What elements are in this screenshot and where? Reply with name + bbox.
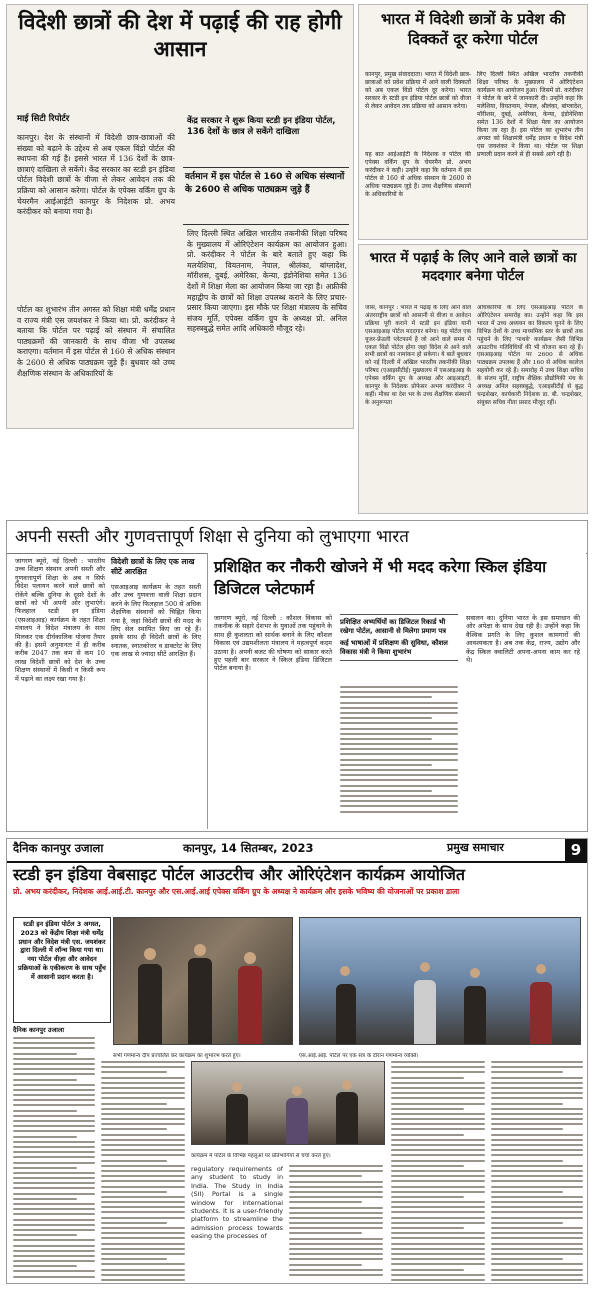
clip1-subhead2-box <box>183 167 349 225</box>
masthead-section: प्रमुख समाचार <box>447 841 504 854</box>
clip6-col1-text <box>13 1037 95 1281</box>
clip1-subhead2: वर्तमान में इस पोर्टल से 160 से अधिक संस्थानों के 2600 से अधिक पाठ्यक्रम जुड़े हैं <box>185 172 345 195</box>
clip6-col5-text <box>391 1061 485 1281</box>
clip6-col2-text <box>101 1061 185 1281</box>
clip4-headline: अपनी सस्ती और गुणवत्तापूर्ण शिक्षा से दुनिया को लुभाएगा भारत <box>7 521 587 554</box>
clip6-col4-text <box>289 1165 383 1281</box>
clip6-byline: दैनिक कानपुर उजाला <box>13 1026 65 1034</box>
clip4-col1: जागरण ब्यूरो, नई दिल्ली : भारतीय उच्च शिक्षण संस्थान अपनी सस्ती और गुणवत्तापूर्ण शिक्षा के अब न सिर्फ विदेश पलायन करने वाले छात्रों को रोकेंगे बल्कि दुनिया के दूसरे देशों के छात्रों को भी अपनी ओर लुभाएंगे। फिलहाल स्टडी इन इंडिया (एसआइआइ) कार्यक्रम के तहत शिक्षा मंत्रालय ने विदेश मंत्रालय के साथ मिलकर एक दीर्घकालिक योजना तैयार की है। इसमें अनुमानतः में ही करीब करीब 2047 तक कम से कम 10 लाख विदेशी छात्रों को देश के उच्च शिक्षण संस्थानों में किसी न किसी रूप में पढ़ाने का लक्ष्य रखा गया है। <box>15 557 105 683</box>
clip1-byline: माई सिटी रिपोर्टर <box>17 114 70 124</box>
clipping-5 <box>208 552 586 830</box>
masthead-paper-name: दैनिक कानपुर उजाला <box>13 841 104 855</box>
clip4-col2: एसआइआइ कार्यक्रम के तहत सस्ती और उच्च गुणवत्ता वाली शिक्षा प्रदान करने के लिए फिलहाल 500 से अधिक शैक्षणिक संस्थानों को चिह्नित किया गया है, जहां विदेशी छात्रों की मदद के लिए सेल स्थापित किए जा रहे हैं। इसके साथ ही विदेशी छात्रों के लिए स्नातक, स्नातकोत्तर व डाक्टरेट के लिए एक लाख से ज्यादा सीटें आरक्षित हैं। <box>111 583 201 659</box>
clipping-2 <box>358 4 588 240</box>
clip4-sub: विदेशी छात्रों के लिए एक लाख सीटें आरक्षित <box>111 557 195 576</box>
clip1-para2: पोर्टल का शुभारंभ तीन अगस्त को शिक्षा मंत्री धर्मेंद्र प्रधान व राज्य मंत्री एस जयशंकर ने किया था। प्रो. करंदीकर ने बताया कि पोर्टल पर पढ़ाई को संस्थान में संचालित पाठ्यक्रमों की जानकारी के साथ वीजा भी उपलब्ध कराएगा। वर्तमान में इस पोर्टल से 160 से अधिक संस्थान के 2600 से अधिक पाठ्यक्रम जुड़े हैं। बुधवार को उच्च शैक्षणिक संस्थान के अधिकारियों के <box>17 305 175 378</box>
clip1-para1: कानपुर। देश के संस्थानों में विदेशी छात्र-छात्राओं की संख्या को बढ़ाने के उद्देश्य से अब एकल विंडो पोर्टल की स्थापना की गई है। इससे भारत में 136 देशों के छात्र-छात्राएं दाखिला ले सकेंगे। केंद्र सरकार का स्टडी इन इंडिया पोर्टल विदेशी छात्रों के वीजा से लेकर आवेदन तक की प्रक्रिया को आसान करेगा। पोर्टल के एपेक्स वर्किंग ग्रुप के चेयरमैन आईआईटी कानपुर के निदेशक प्रो. अभय करंदीकर को बनाया गया है। <box>17 133 175 217</box>
photo-audience <box>191 1061 385 1145</box>
photo-stage-session <box>299 917 581 1045</box>
clip1-headline: विदेशी छात्रों की देश में पढ़ाई की राह होगी आसान <box>18 10 342 61</box>
clip5-bullet2: कई भाषाओं में प्रशिक्षण की सुविधा, कौशल विकास मंत्री ने किया शुभारंभ <box>340 639 448 656</box>
clipping-1 <box>6 4 354 429</box>
clipping-3 <box>358 244 588 514</box>
masthead-bar <box>7 839 587 863</box>
clip3-para2: अधिकारियों के लिए एसआइआइ पोर्टल के ओरिएंटेशन समारोह का। उन्होंने कहा कि इस भारत में उच्च अध्ययन का विकल्प चुनने के लिए विभिन्न देशों के उच्च माध्यमिक स्तर के छात्रों तक पहुंचने के लिए 'पाथवे' कार्यक्रम जैसी विभिन्न आउटरीच गतिविधियों की भी योजना बना रहे हैं। एसआइआइ पोर्टल पर 2600 से अधिक पाठ्यक्रम उपलब्ध हैं और 160 से अधिक कालेज सहयोगी कर रहे हैं। समारोह में उच्च शिक्षा सचिव के संजय मूर्ति, राष्ट्रीय शैक्षिक प्रौद्योगिकी मंच के अध्यक्ष अनिल सहस्त्रबुद्धे, एआइसीटीई से बुद्ध चन्द्रशेखर, कार्यकारी निदेशक डा. बी. चन्द्रशेखर, संयुक्त सचिव नीता प्रसाद मौजूद रहीं। <box>477 305 583 406</box>
clip2-para2: यह बात आईआईटी के निदेशक व पोर्टल की एपेक्स वर्किंग ग्रुप के चेयरमैन प्रो. अभय करंदीकर ने कही। उन्होंने कहा कि वर्तमान में इस पोर्टल से 160 से अधिक संस्थान के 2600 से अधिक पाठ्यक्रम जुड़े हैं। उच्च शैक्षणिक संस्थानों के अधिकारियों के <box>365 151 471 198</box>
clip6-box-text: स्टडी इन इंडिया पोर्टल 3 अगस्त, 2023 को केंद्रीय शिक्षा मंत्री धर्मेंद्र प्रधान और विदेश मंत्री एस. जयशंकर द्वारा दिल्ली में लॉन्च किया गया था। नया पोर्टल वीज़ा और आवेदन प्रक्रियाओं के एकीकरण के साथ पहुँच में आसानी प्रदान करता है। <box>18 920 106 981</box>
masthead-page-number: 9 <box>565 839 587 861</box>
clip5-text-lines <box>340 686 458 822</box>
clip3-para1: जासं, कानपुर : भारत में पढ़ाई के लिए आने वाले अंतरराष्ट्रीय छात्रों को आसानी से वीजा व आवेदन प्रक्रिया पूरी कराने में स्टडी इन इंडिया यानी एसआइआइ पोर्टल मददगार बनेगा। यह पोर्टल एक यूजर-फ्रेंडली प्लेटफार्म है जो आने वाले समय में एकल विंडो पोर्टल होगा जहां विदेश से आने वाले सभी छात्रों का नामांकन हो सकेगा। ये बातें बुधवार को नई दिल्ली में अखिल भारतीय तकनीकी शिक्षा परिषद (एआइसीटीई) मुख्यालय में एसआइआइ के एपेक्स वर्किंग ग्रुप के अध्यक्ष और आइआइटी, कानपुर के निदेशक प्रोफेसर अभय करंदीकर ने कहीं। मौका था देश भर के उच्च शैक्षणिक संस्थानों के अनुरूपता <box>365 305 471 406</box>
clip6-english-column: regulatory requirements of any student to study in India. The Study in India (SII) Portal is a single window for international students. It is a user-friendly platform to streamline the admission process towards easing the processes of <box>191 1165 283 1241</box>
clip5-col3: सवालन का। दुनिया भारत के इस समाधान की ओर अपेक्षा के साथ देख रही है। उन्होंने कहा कि वैश्विक प्रगति के लिए कुशल कामगारों की आवश्यकता है। अब तक केंद्र, राज्य, उद्योग और केंद्र स्किल क्वालिटी अपना-अपना काम कर रहे थे। <box>466 614 580 665</box>
photo-lamp-lighting <box>113 917 293 1045</box>
clip1-para3: लिए दिल्ली स्थित अखिल भारतीय तकनीकी शिक्षा परिषद के मुख्यालय में ओरिएंटेशन कार्यक्रम का आयोजन हुआ। प्रो. करंदीकर ने पोर्टल के बारे बताते हुए कहा कि मलयेशिया, वियतनाम, नेपाल, श्रीलंका, बांग्लादेश, मॉरीशस, दुबई, अमेरिका, केन्या, इंडोनेशिया समेत 136 देशों में शिक्षा मेला का आयोजन किया जा रहा है। अफ्रीकी महाद्वीप के छात्रों को शिक्षा उपलब्ध कराने के लिए प्रचार-प्रसार किया जाएगा। इस मौके पर शिक्षा मंत्रालय के सचिव संजय मूर्ति, एपेक्स वर्किंग ग्रुप के अध्यक्ष प्रो. अनिल सहस्त्रबुद्धे समेत आदि अधिकारी मौजूद रहे। <box>187 229 347 334</box>
clip6-col6-text <box>491 1061 583 1281</box>
clip5-col1: जागरण ब्यूरो, नई दिल्ली : कौशल विकास को तकनीक के सहारे देशभर के युवाओं तक पहुंचाने के साथ ही कुशलता को सार्थक बनाने के लिए कौशल विकास एवं उद्यमशीलता मंत्रालय ने महत्वपूर्ण कदम उठाया है। अपनी बजट की घोषणा को साकार करते हुए पहली बार सरकार ने स्किल इंडिया डिजिटल पोर्टल बनाया है। <box>214 614 332 673</box>
caption-lamp-lighting: सभी गणमान्य दीप प्रज्वलित कर कार्यक्रम का शुभारंभ करते हुए। <box>113 1052 241 1059</box>
clipping-6 <box>6 838 588 1284</box>
clip5-bullets <box>340 614 458 661</box>
clip3-headline: भारत में पढ़ाई के लिए आने वाले छात्रों का मददगार बनेगा पोर्टल <box>369 250 577 284</box>
clip2-para1: कानपुर, प्रमुख संवाददाता। भारत में विदेशी छात्र-छात्राओं को प्रवेश प्रक्रिया में आने वाली दिक्कतों को अब एकल विंडो पोर्टल दूर करेगा। भारत सरकार के स्टडी इन इंडिया पोर्टल छात्रों को वीजा से लेकर आवेदन तक प्रक्रिया को आसान करेगा। <box>365 71 471 110</box>
clip6-info-box <box>13 917 111 1023</box>
clip2-para3: लिए दिल्ली स्थित अखिल भारतीय तकनीकी शिक्षा परिषद के मुख्यालय में ओरिएंटेशन कार्यक्रम का आयोजन हुआ। जिसमें प्रो. करंदीकर ने पोर्टल के बारे में जानकारी दी। उन्होंने कहा कि मलेशिया, वियतनाम, नेपाल, श्रीलंका, बांग्लादेश, मॉरीशस, दुबई, अमेरिका, केन्या, इंडोनेशिया समेत 136 देशों में शिक्षा मेला का आयोजन किया जा रहा है। इस पोर्टल का शुभारंभ तीन अगस्त को शिक्षामंत्री धर्मेंद्र प्रधान व विदेश मंत्री एस जयशंकर ने किया था। पोर्टल पर शिक्षा प्रणाली प्रदान करने से ही सबसे आगे रही है। <box>477 71 583 158</box>
clip6-subhead: प्रो. अभय करंदीकर, निदेशक आई.आई.टी. कानपुर और एस.आई.आई एपेक्स वर्किंग ग्रुप के अध्यक्ष ने कार्यक्रम और इसके भविष्य की योजनाओं पर प्रकाश डाला <box>13 887 460 896</box>
clip2-headline: भारत में विदेशी छात्रों के प्रवेश की दिक्कतें दूर करेगा पोर्टल <box>380 10 566 48</box>
clip1-subhead1: केंद्र सरकार ने शुरू किया स्टडी इन इंडिया पोर्टल, 136 देशों के छात्र ले सकेंगे दाखिला <box>187 115 336 136</box>
clip5-bullet1: प्रशिक्षित अभ्यर्थियों का डिजिटल रिकार्ड भी रखेगा पोर्टल, आसानी से मिलेगा प्रमाण पत्र <box>340 618 447 635</box>
caption-stage-session: एस.आई.आई. पोर्टल पर एक सत्र के दौरान गणमान्य व्यक्ति। <box>299 1052 419 1059</box>
caption-audience: कार्यक्रम में पोर्टल के विभिन्न पहलुओं पर प्रतिभागियों से चर्चा करते हुए। <box>191 1152 331 1159</box>
clip5-headline: प्रशिक्षित कर नौकरी खोजने में भी मदद करेगा स्किल इंडिया डिजिटल प्लेटफार्म <box>214 558 547 598</box>
masthead-dateline: कानपुर, 14 सितम्बर, 2023 <box>183 841 314 855</box>
clip6-headline: स्टडी इन इंडिया वेबसाइट पोर्टल आउटरीच और ओरिएंटेशन कार्यक्रम आयोजित <box>13 865 466 884</box>
